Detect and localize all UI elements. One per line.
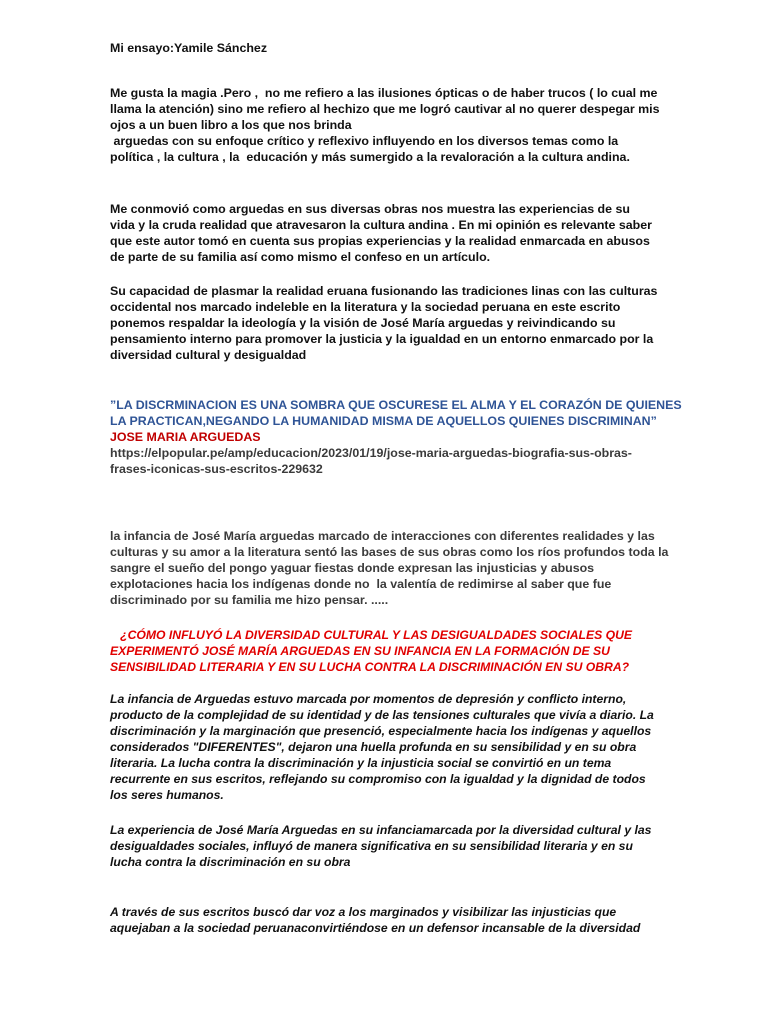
text-line: ponemos respaldar la ideología y la visión de José María arguedas y reivindicando su	[110, 316, 616, 330]
document-title: Mi ensayo:Yamile Sánchez	[110, 41, 268, 55]
text-line: literaria. La lucha contra la discriminación y la injusticia social se convirtió en un tema	[110, 756, 612, 770]
text-line: llama la atención) sino me refiero al hechizo que me logró cautivar al no querer despegar mis	[110, 102, 660, 116]
text-line: Me conmovió como arguedas en sus diversas obras nos muestra las experiencias de su	[110, 202, 630, 216]
text-line: La infancia de Arguedas estuvo marcada por momentos de depresión y conflicto interno,	[110, 692, 627, 706]
text-line: que este autor tomó en cuenta sus propias experiencias y la realidad enmarcada en abusos	[110, 234, 650, 248]
text-line: Me gusta la magia .Pero , no me refiero a las ilusiones ópticas o de haber trucos ( lo cual me	[110, 86, 658, 100]
quote-text: ”LA DISCRMINACION ES UNA SOMBRA QUE OSCURESE EL ALMA Y EL CORAZÓN DE QUIENES	[110, 398, 682, 412]
question-line: EXPERIMENTÓ JOSÉ MARÍA ARGUEDAS EN SU INFANCIA EN LA FORMACIÓN DE SU	[110, 644, 610, 658]
source-link[interactable]: frases-iconicas-sus-escritos-229632	[110, 462, 323, 476]
text-line: pensamiento interno para promover la justicia y la igualdad en un entorno enmarcado por la	[110, 332, 654, 346]
text-line: los seres humanos.	[110, 788, 224, 802]
question-line: SENSIBILIDAD LITERARIA Y EN SU LUCHA CONTRA LA DISCRIMINACIÓN EN SU OBRA?	[110, 660, 630, 674]
text-line: la infancia de José María arguedas marcado de interacciones con diferentes realidades y las	[110, 529, 655, 543]
text-line: producto de la complejidad de su identidad y de las tensiones culturales que vivía a diario. La	[110, 708, 654, 722]
text-line: de parte de su familia así como mismo el confeso en un artículo.	[110, 250, 491, 264]
text-line: culturas y su amor a la literatura sentó las bases de sus obras como los ríos profundos toda la	[110, 545, 669, 559]
text-line: La experiencia de José María Arguedas en su infanciamarcada por la diversidad cultural y las	[110, 823, 652, 837]
text-line: aquejaban a la sociedad peruanaconvirtiéndose en un defensor incansable de la diversidad	[110, 921, 641, 935]
text-line: discriminado por su familia me hizo pensar. .....	[110, 593, 389, 607]
question-line: ¿CÓMO INFLUYÓ LA DIVERSIDAD CULTURAL Y LAS DESIGUALDADES SOCIALES QUE	[110, 628, 633, 642]
text-line: diversidad cultural y desigualdad	[110, 348, 307, 362]
text-line: sangre el sueño del pongo yaguar fiestas donde expresan las injusticias y abusos	[110, 561, 595, 575]
source-link[interactable]: https://elpopular.pe/amp/educacion/2023/01/19/jose-maria-arguedas-biografia-sus-obras-	[110, 446, 632, 460]
paragraph-infancia	[110, 528, 668, 608]
text-line: política , la cultura , la educación y más sumergido a la revaloración a la cultura andina.	[110, 150, 630, 164]
text-line: Su capacidad de plasmar la realidad eruana fusionando las tradiciones linas con las culturas	[110, 284, 658, 298]
quote-text: LA PRACTICAN,NEGANDO LA HUMANIDAD MISMA DE AQUELLOS QUIENES DISCRIMINAN”	[110, 414, 657, 428]
text-line: ojos a un buen libro a los que nos brinda	[110, 118, 352, 132]
text-line: occidental nos marcado indeleble en la literatura y la sociedad peruana en este escrito	[110, 300, 621, 314]
quote-block	[110, 397, 682, 477]
quote-author: JOSE MARIA ARGUEDAS	[110, 430, 261, 444]
text-line: A través de sus escritos buscó dar voz a los marginados y visibilizar las injusticias que	[110, 905, 617, 919]
text-line: considerados "DIFERENTES", dejaron una huella profunda en su sensibilidad y en su obra	[110, 740, 637, 754]
answer-paragraph-2	[110, 822, 651, 870]
answer-paragraph-1	[110, 691, 654, 803]
text-line: recurrente en sus escritos, reflejando su compromiso con la igualdad y la dignidad de todos	[110, 772, 646, 786]
text-line: discriminación y la marginación que presenció, especialmente hacia los indígenas y aquellos	[110, 724, 652, 738]
answer-paragraph-3	[110, 904, 640, 936]
paragraph-intro	[110, 85, 659, 165]
text-line: arguedas con su enfoque crítico y reflexivo influyendo en los diversos temas como la	[110, 134, 619, 148]
text-line: explotaciones hacia los indígenas donde no la valentía de redimirse al saber que fue	[110, 577, 612, 591]
paragraph-conmovio	[110, 201, 652, 265]
research-question	[110, 627, 632, 675]
text-line: vida y la cruda realidad que atravesaron la cultura andina . En mi opinión es relevante saber	[110, 218, 652, 232]
paragraph-capacidad	[110, 283, 657, 363]
text-line: lucha contra la discriminación en su obra	[110, 855, 351, 869]
text-line: desigualdades sociales, influyó de manera significativa en su sensibilidad literaria y en su	[110, 839, 633, 853]
